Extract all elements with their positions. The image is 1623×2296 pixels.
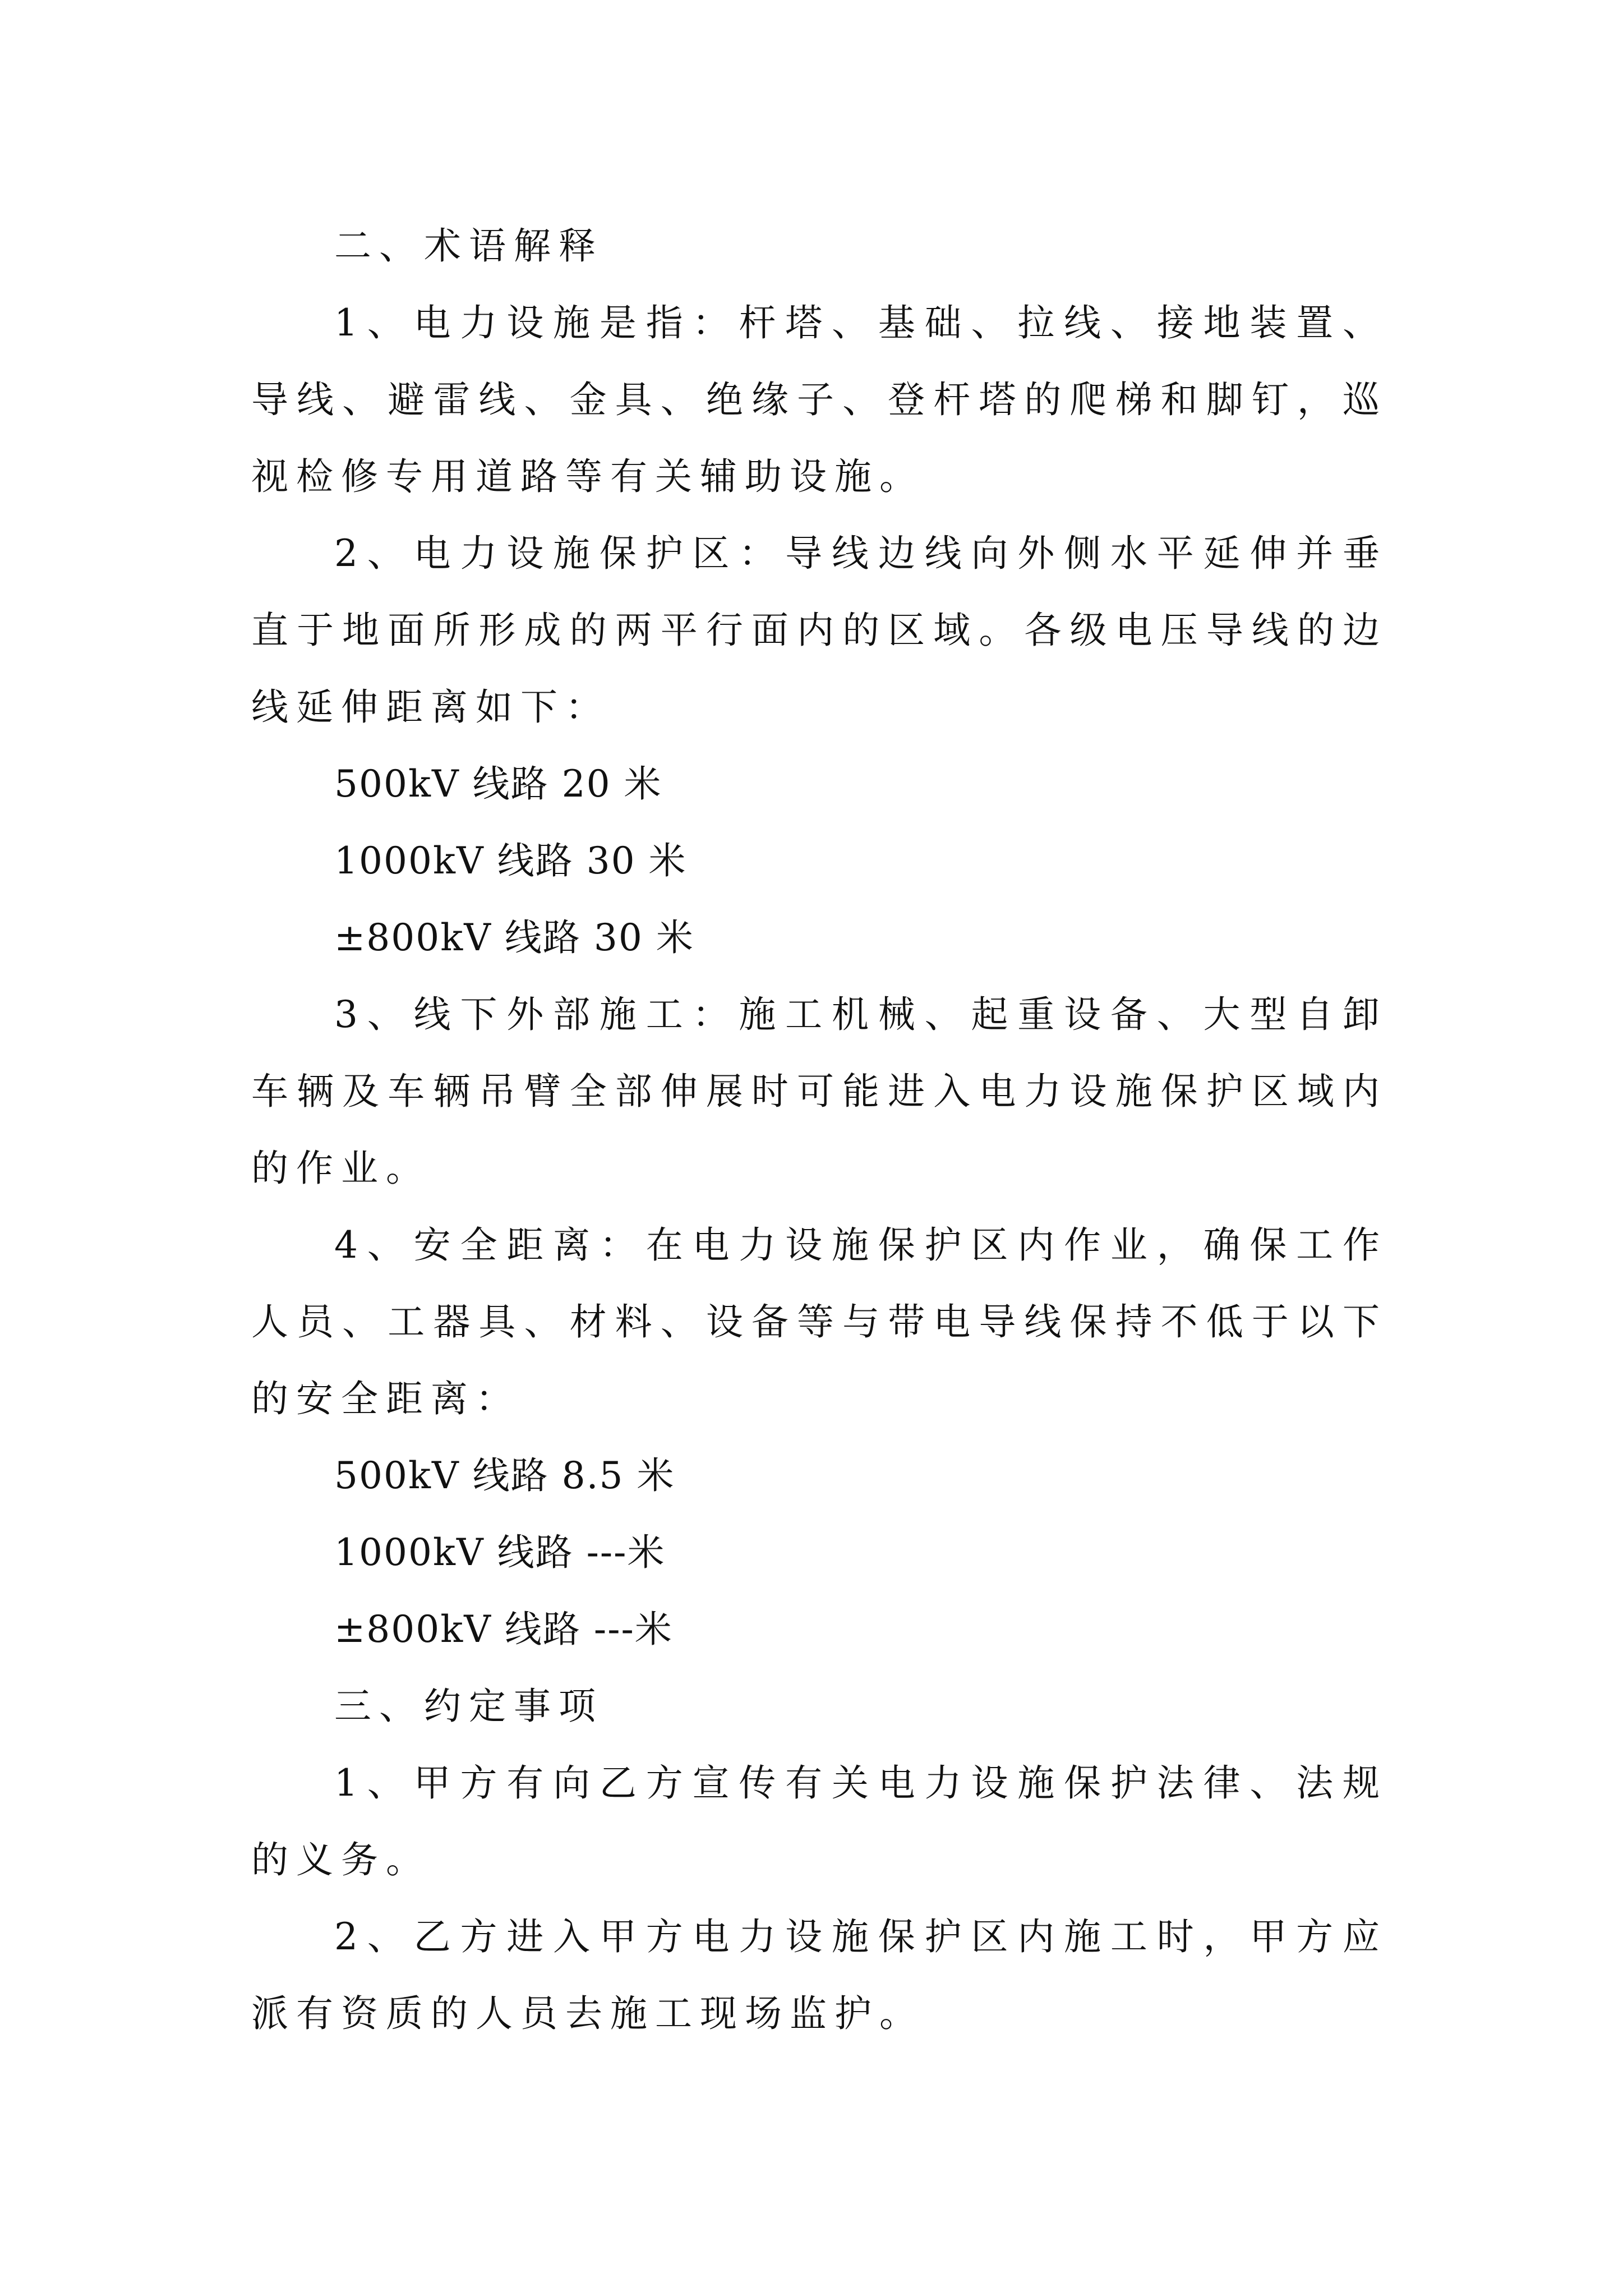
section-heading-terms: 二、术语解释 <box>334 224 603 268</box>
section-heading-agreements: 三、约定事项 <box>334 1685 603 1728</box>
list-item-distance-500kv: 500kV 线路 8.5 米 <box>334 1454 675 1497</box>
list-item-zone-1000kv: 1000kV 线路 30 米 <box>334 839 687 882</box>
list-item-distance-1000kv: 1000kV 线路 ---米 <box>334 1531 666 1574</box>
document-body <box>251 208 1387 2052</box>
paragraph-agreement-1: 1、甲方有向乙方宣传有关电力设施保护法律、法规的义务。 <box>251 1761 1387 1881</box>
list-item-zone-800kv: ±800kV 线路 30 米 <box>334 916 694 959</box>
list-item-zone-500kv: 500kV 线路 20 米 <box>334 762 662 806</box>
paragraph-definition-facilities: 1、电力设施是指：杆塔、基础、拉线、接地装置、导线、避雷线、金具、绝缘子、登杆塔的爬梯和脚钉，巡视检修专用道路等有关辅助设施。 <box>251 301 1387 498</box>
paragraph-definition-construction: 3、线下外部施工：施工机械、起重设备、大型自卸车辆及车辆吊臂全部伸展时可能进入电力设施保护区域内的作业。 <box>251 993 1387 1190</box>
paragraph-definition-safety-distance: 4、安全距离：在电力设施保护区内作业，确保工作人员、工器具、材料、设备等与带电导线保持不低于以下的安全距离： <box>251 1223 1387 1420</box>
paragraph-agreement-2: 2、乙方进入甲方电力设施保护区内施工时，甲方应派有资质的人员去施工现场监护。 <box>251 1915 1387 2035</box>
paragraph-definition-protection-zone: 2、电力设施保护区：导线边线向外侧水平延伸并垂直于地面所形成的两平行面内的区域。各级电压导线的边线延伸距离如下： <box>251 532 1387 729</box>
list-item-distance-800kv: ±800kV 线路 ---米 <box>334 1608 673 1651</box>
